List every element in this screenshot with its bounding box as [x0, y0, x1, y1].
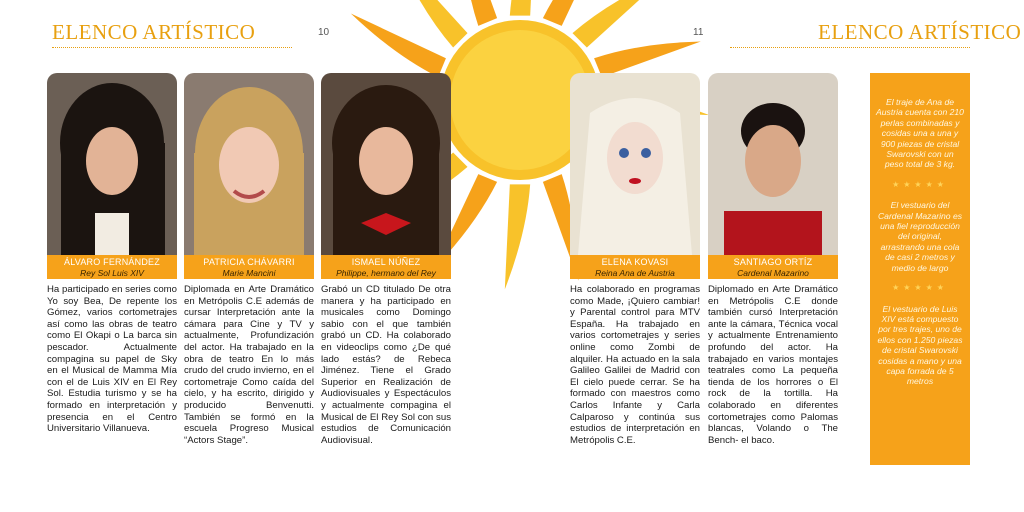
sun-ray [594, 42, 701, 78]
actor-role: Cardenal Mazarino [737, 268, 809, 278]
sun-ray [351, 13, 446, 77]
actor-photo [570, 73, 700, 255]
actor-photo [708, 73, 838, 255]
actor-photo [47, 73, 177, 255]
actor-bio: Ha participado en series como Yo soy Bea, De repente los Gómez, varios cortometrajes así como las obras de teatro como El Okapi o La barca sin pescador. Actualmente compagina su papel de Sky en el Musical de Mamma Mía con el de Luis XIV en El Rey Sol. Estudia turismo y se ha formado en interpretación y presencia en el Centro Universitario Villanueva. [47, 284, 177, 435]
actor-role: Philippe, hermano del Rey [336, 268, 436, 278]
actor-name: ÁLVARO FERNÁNDEZ [64, 257, 160, 267]
sun-ray [572, 0, 664, 48]
header-divider-left [52, 47, 292, 48]
actor-bio: Ha colaborado en programas como Made, ¡Quiero cambiar! y Parental control para MTV España. Ha trabajado en varios cortometrajes y series online como Zombi de alquiler. Ha actuado en la sala Galileo Galilei de Madrid con El cielo puede cerrar. Se ha formado con maestros como Carlos Infante y Carla Calparoso y continúa sus estudios de interpretación en Metrópolis C.E. [570, 284, 700, 446]
sun-ray [462, 0, 498, 26]
star-divider: ★★★★★ [892, 283, 948, 293]
cast-card [184, 73, 314, 279]
actor-photo [321, 73, 451, 255]
actor-name: SANTIAGO ORTÍZ [733, 257, 813, 267]
actor-role: Rey Sol Luis XIV [80, 268, 144, 278]
actor-role: Reina Ana de Austria [595, 268, 675, 278]
page-number-right: 11 [693, 27, 704, 38]
actor-bio: Diplomado en Arte Dramático en Metrópolis C.E donde también cursó Interpretación ante la cámara, Técnica vocal y actualmente Entrenamiento profundo del actor. Ha trabajado en varios montajes teatrales como La pequeña tienda de los horrores o El rock de la tortilla. Ha colaborado en diferentes cortometrajes como Palomas blancas, Volando o The Bench- el baco. [708, 284, 838, 446]
actor-name: ISMAEL NÚÑEZ [351, 257, 421, 267]
actor-name: ELENA KOVASI [601, 257, 669, 267]
page-number-left: 10 [318, 27, 330, 38]
actor-bio: Grabó un CD titulado De otra manera y ha participado en musicales como Domingo sabio con el que también grabó un CD. Ha colaborado en videoclips como ¿De qué lado estás? de Rebeca Jiménez. Tiene el Grado Superior en Realización de Audiovisuales y Espectáculos y actualmente compagina el Musical de El Rey Sol con sus estudios de Comunicación Audiovisual. [321, 284, 451, 446]
costume-fact: El traje de Ana de Austria cuenta con 210 perlas combinadas y cosidas una a una y 900 piezas de cristal Swarovski con un peso total de 3 kg. [876, 97, 964, 170]
costume-fact: El vestuario del Cardenal Mazarino es una fiel reproducción del original, arrastrando una cola de casi 2 metros y medio de largo [877, 200, 963, 273]
actor-bio: Diplomada en Arte Dramático en Metrópolis C.E además de cursar Interpretación ante la cámara para Cine y TV y actualmente, Profundización del actor. Ha trabajado en la obra de teatro En lo más crudo del crudo invierno, en el cortometraje Como caída del cielo, y ha escrito, dirigido y producido Benvenutti. También se formó en la escuela Progreso Musical “Actors Stage”. [184, 284, 314, 446]
section-title-right: ELENCO ARTÍSTICO [818, 20, 1022, 44]
actor-name: PATRICIA CHÁVARRI [203, 257, 295, 267]
sun-ray [505, 184, 530, 289]
costume-fact: El vestuario de Luis XIV está compuesto por tres trajes, uno de ellos con 1.250 piezas de cristal Swarovski cosidas a mano y una capa forrada de 5 metros [877, 303, 963, 387]
section-title-left: ELENCO ARTÍSTICO [52, 20, 256, 44]
actor-role: Marie Mancini [222, 268, 276, 278]
cast-card [708, 73, 838, 279]
cast-card [47, 73, 177, 279]
header-divider-right [730, 47, 970, 48]
cast-card [321, 73, 451, 279]
sun-ray [510, 0, 535, 16]
cast-card [570, 73, 700, 279]
costume-facts-sidebar [870, 73, 970, 465]
actor-photo [184, 73, 314, 255]
star-divider: ★★★★★ [892, 179, 948, 189]
